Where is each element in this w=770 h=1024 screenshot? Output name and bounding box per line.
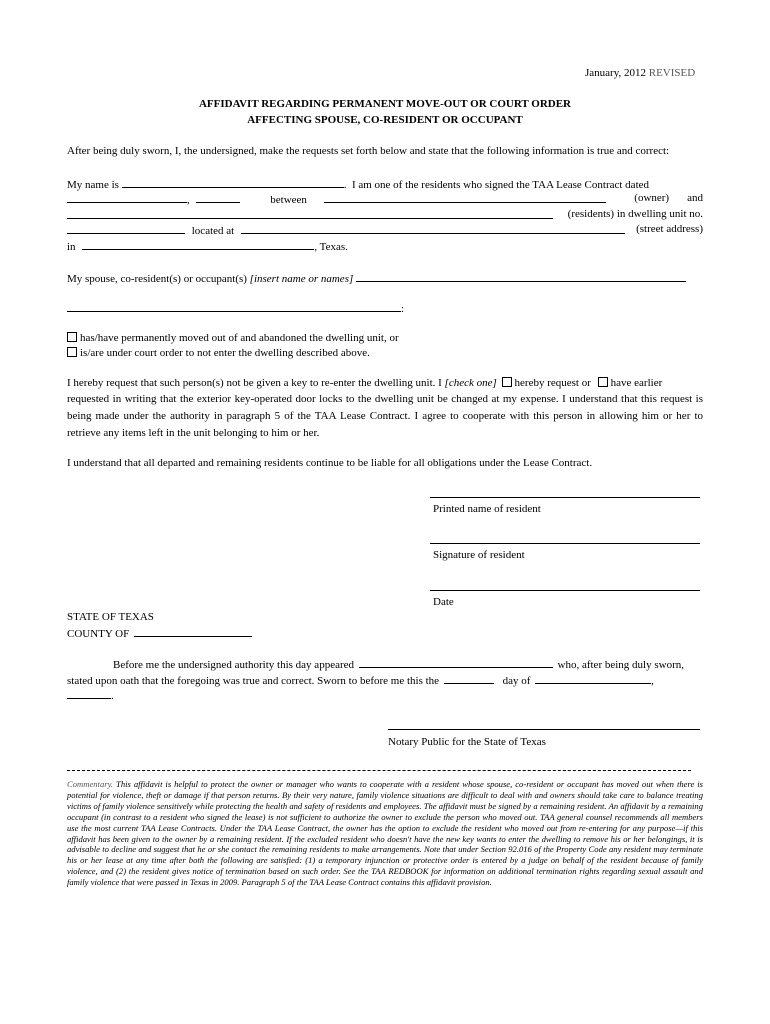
lease-date-line: , between (owner) and	[67, 192, 703, 206]
county-line: COUNTY OF	[67, 626, 252, 640]
resident-name-field[interactable]	[122, 177, 344, 188]
request-paragraph: requested in writing that the exterior key-operated door locks to the dwelling unit be changed at my expense. I understand that this request is being made under the authority in paragraph 5 of the TAA Lease Contract. I agree to cooperate with this person in allowing him or her to retrieve any items left in the unit belonging to him or her.	[67, 393, 703, 439]
notary-signature-line[interactable]	[388, 729, 700, 730]
separator-dashed	[67, 770, 691, 771]
notary-line-1: Before me the undersigned authority this day appeared who, after being duly sworn,	[113, 659, 684, 671]
sworn-month-field[interactable]	[535, 673, 651, 684]
residents-field[interactable]	[67, 208, 553, 219]
document-date: January, 2012 REVISED	[585, 67, 696, 79]
lease-year-field[interactable]	[196, 192, 240, 203]
request-first-line: I hereby request that such person(s) not be given a key to re-enter the dwelling unit. I [check one] hereby request or have earlier	[67, 377, 663, 389]
commentary-block	[67, 779, 703, 888]
checkbox-row-moved-out: has/have permanently moved out of and abandoned the dwelling unit, or	[67, 332, 399, 344]
county-field[interactable]	[134, 626, 252, 637]
commentary-label: Commentary.	[67, 779, 114, 789]
earlier-request-checkbox[interactable]	[598, 377, 608, 387]
notary-line-2: stated upon oath that the foregoing was true and correct. Sworn to before me this the day of ,	[67, 675, 654, 687]
spouse-line: My spouse, co-resident(s) or occupant(s) [insert name or names]	[67, 271, 686, 285]
date-line[interactable]	[430, 590, 700, 591]
hereby-request-checkbox[interactable]	[502, 377, 512, 387]
appeared-name-field[interactable]	[359, 657, 553, 668]
document-title-line2: AFFECTING SPOUSE, CO-RESIDENT OR OCCUPANT	[247, 114, 523, 126]
spouse-line-2: :	[67, 301, 404, 315]
printed-name-line[interactable]	[430, 497, 700, 498]
residents-line: (residents) in dwelling unit no.	[67, 208, 703, 222]
unit-number-field[interactable]	[67, 223, 185, 234]
intro-text: After being duly sworn, I, the undersigned, make the requests set forth below and state that the following information is true and correct:	[67, 145, 670, 157]
sworn-day-field[interactable]	[444, 673, 494, 684]
commentary-text: This affidavit is helpful to protect the owner or manager who wants to cooperate with a resident whose spouse, co-resident or occupant has moved out when there is potential for violence, theft or damage if that person returns. By their very nature, family violence situations are difficult to deal with and owners should take care to balance treating victims of family violence sensitively while protecting the health and safety of residents and employees. The affidavit must be signed by a remaining resident. An affidavit by a remaining occupant (in contrast to a resident who signed the lease) is not sufficient to authorize the owner to exclude the person who moved out. TAA general counsel recommends all members use the most current TAA Lease Contracts. Under the TAA Lease Contract, the owner has the option to exclude the resident who moved out from re-entering for any purpose—if this affidavit has been given to the owner by a remaining resident. If the excluded resident who doesn't have the new key wants to enter the dwelling to remove his or her belongings, it is advisable to decline and suggest that he or she contact the remaining residents to make arrangements. Note that under Section 92.016 of the Property Code any resident may terminate his or her lease at any time after both the following are satisfied: (1) a temporary injunction or protective order is entered by a judge on behalf of the resident because of family violence, and (2) the resident gives notice of termination based on such order. See the TAA REDBOOK for information on additional termination rights regarding sexual assault and family violence that were passed in Texas in 2009. Paragraph 5 of the TAA Lease Contract contains this affidavit provision.	[67, 779, 703, 888]
lease-date-field[interactable]	[67, 192, 187, 203]
document-title-line1: AFFIDAVIT REGARDING PERMANENT MOVE-OUT OR COURT ORDER	[198, 98, 572, 110]
revised-label: REVISED	[648, 67, 696, 79]
court-order-checkbox[interactable]	[67, 347, 77, 357]
name-line: My name is . I am one of the residents who signed the TAA Lease Contract dated	[67, 179, 650, 191]
city-field[interactable]	[82, 239, 314, 250]
street-address-field[interactable]	[241, 223, 625, 234]
sworn-year-field[interactable]	[67, 688, 111, 699]
spouse-names-field-2[interactable]	[67, 301, 401, 312]
address-line: located at (street address)	[67, 223, 703, 237]
date-label: Date	[433, 596, 454, 608]
signature-line[interactable]	[430, 543, 700, 544]
city-line: in , Texas.	[67, 241, 348, 253]
notary-label: Notary Public for the State of Texas	[388, 736, 546, 748]
notary-line-3: .	[67, 688, 114, 702]
state-label: STATE OF TEXAS	[67, 611, 154, 623]
printed-name-label: Printed name of resident	[433, 503, 541, 515]
checkbox-row-court-order: is/are under court order to not enter the dwelling described above.	[67, 347, 370, 359]
owner-field[interactable]	[324, 192, 606, 203]
moved-out-checkbox[interactable]	[67, 332, 77, 342]
spouse-names-field[interactable]	[356, 271, 686, 282]
signature-label: Signature of resident	[433, 549, 525, 561]
liability-text: I understand that all departed and remaining residents continue to be liable for all obligations under the Lease Contract.	[67, 457, 593, 469]
